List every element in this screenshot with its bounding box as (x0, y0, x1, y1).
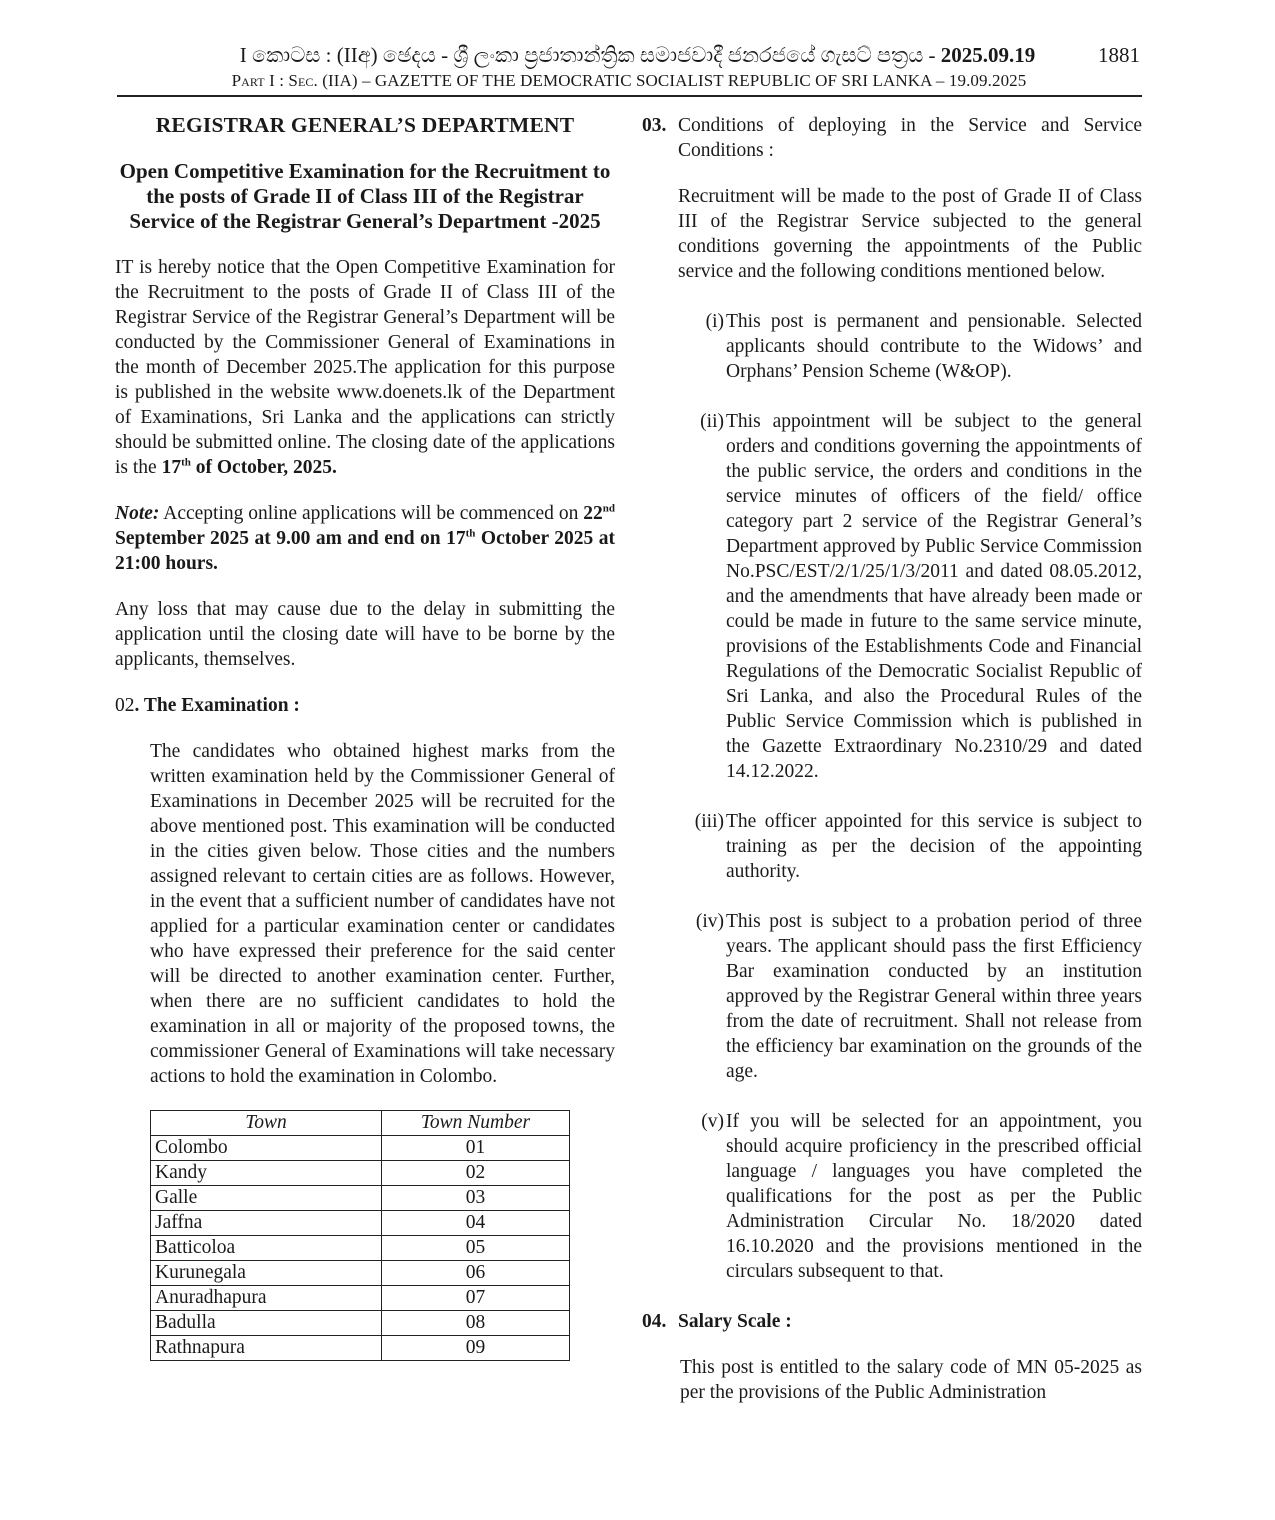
department-heading: REGISTRAR GENERAL’S DEPARTMENT (155, 113, 575, 137)
section-title: . The Examination : (134, 695, 300, 716)
table-row (151, 1136, 570, 1161)
town-number-cell: 04 (382, 1211, 570, 1236)
town-number-cell: 03 (382, 1186, 570, 1211)
part-label: Part (231, 71, 265, 90)
condition-numeral: (iii) (694, 811, 724, 832)
table-row (151, 1261, 570, 1286)
town-number-cell: 05 (382, 1236, 570, 1261)
section-number: 02 (115, 695, 135, 716)
town-table-body (151, 1136, 570, 1361)
town-number-cell: 02 (382, 1161, 570, 1186)
town-name-cell: Anuradhapura (151, 1286, 382, 1311)
note-label: Note: (115, 503, 160, 524)
exam-title: Open Competitive Examination for the Recruitment to the posts of Grade II of Class III of the Registrar Service of the Registrar General’s Department -2025 (119, 159, 611, 233)
condition-text: This post is subject to a probation period of three years. The applicant should pass the first Efficiency Bar examination conducted by an institution approved by the Registrar General within three years from the date of recruitment. Shall not release from the efficiency bar examination on the grounds of the age. (726, 911, 1142, 1082)
town-number-cell: 07 (382, 1286, 570, 1311)
condition-numeral: (ii) (700, 411, 724, 432)
section-04-heading (642, 1309, 1142, 1334)
town-name-cell: Galle (151, 1186, 382, 1211)
header-rule (117, 95, 1142, 97)
section-number: 04. (642, 1311, 667, 1332)
table-row (151, 1161, 570, 1186)
part-number: I : (269, 71, 285, 90)
loss-paragraph: Any loss that may cause due to the delay in submitting the application until the closing date will have to be borne by the applicants, themselves. (115, 599, 615, 670)
table-row (151, 1336, 570, 1361)
closing-day: 17 (161, 457, 182, 478)
town-number-cell: 08 (382, 1311, 570, 1336)
town-name-cell: Badulla (151, 1311, 382, 1336)
start-details: September 2025 at 9.00 am and end on 17 (115, 528, 466, 549)
closing-date (162, 457, 337, 478)
condition-text: The officer appointed for this service is subject to training as per the decision of the appointing authority. (726, 811, 1142, 882)
town-name-cell: Kurunegala (151, 1261, 382, 1286)
sinhala-header (0, 42, 1275, 68)
condition-item (642, 909, 1142, 1084)
page-number: 1881 (1098, 43, 1140, 67)
closing-month: of October, 2025. (190, 457, 337, 478)
town-number-cell: 01 (382, 1136, 570, 1161)
intro-paragraph (115, 255, 615, 480)
town-number-cell: 06 (382, 1261, 570, 1286)
end-details: October 2025 at 21:00 hours. (115, 528, 615, 574)
section-03-heading (642, 113, 1142, 163)
town-name-cell: Rathnapura (151, 1336, 382, 1361)
table-row (151, 1211, 570, 1236)
note-text: Accepting online applications will be commenced on (159, 503, 584, 524)
end-day-suffix: th (465, 527, 476, 540)
column-header-town: Town (151, 1111, 382, 1136)
condition-numeral: (iv) (695, 911, 724, 932)
english-header (0, 70, 1258, 92)
sec-label: Sec. (288, 71, 318, 90)
town-number-cell: 09 (382, 1336, 570, 1361)
sinhala-date: 2025.09.19 (940, 43, 1036, 67)
table-header-row (151, 1111, 570, 1136)
start-day: 22 (583, 503, 603, 524)
right-column (642, 113, 1142, 1405)
section-04-paragraph: This post is entitled to the salary code of MN 05-2025 as per the provisions of the Public Administration (680, 1357, 1142, 1403)
intro-text: IT is hereby notice that the Open Competitive Examination for the Recruitment to the posts of Grade II of Class III of the Registrar Service of the Registrar General’s Department will be conducted by the Commissioner General of Examinations in the month of December 2025.The application for this purpose is published in the website www.doenets.lk of the Department of Examinations, Sri Lanka and the applications can strictly should be submitted online. The closing date of the applications is the (115, 257, 615, 478)
town-table (150, 1110, 570, 1361)
examination-paragraph: The candidates who obtained highest marks from the written examination held by the Commissioner General of Examinations in December 2025 will be recruited for the above mentioned post. This examination will be conducted in the cities given below. Those cities and the numbers assigned relevant to certain cities are as follows. However, in the event that a sufficient number of candidates have not applied for a particular examination center or candidates who have expressed their preference for the said center will be directed to another examination center. Further, when there are no sufficient candidates to hold the examination in all or majority of the proposed towns, the commissioner General of Examinations will take necessary actions to hold the examination in Colombo. (150, 741, 615, 1087)
table-row (151, 1236, 570, 1261)
condition-item (642, 809, 1142, 884)
town-name-cell: Jaffna (151, 1211, 382, 1236)
table-row (151, 1286, 570, 1311)
note-paragraph (115, 501, 615, 576)
start-day-suffix: nd (602, 502, 615, 515)
closing-day-suffix: th (181, 456, 191, 469)
town-name-cell: Kandy (151, 1161, 382, 1186)
table-row (151, 1311, 570, 1336)
condition-numeral: (v) (701, 1111, 724, 1132)
condition-text: This appointment will be subject to the general orders and conditions governing the appointments of the public service, the orders and conditions in the service minutes of officers of the field/ office category part 2 service of the Registrar General’s Department approved by Public Service Commission No.PSC/EST/2/1/25/1/3/2011 and dated 08.05.2012, and the amendments that have already been made or could be made in future to the same service minute, provisions of the Establishments Code and Financial Regulations of the Democratic Socialist Republic of Sri Lanka, and also the Procedural Rules of the Public Service Commission which is published in the Gazette Extraordinary No.2310/29 and dated 14.12.2022. (726, 411, 1142, 782)
sinhala-title: I කොටස : (IIඅ) ඡෙදය - ශ්‍රී ලංකා ප්‍රජාතාන්ත්‍රික සමාජවාදී ජනරජයේ ගැසට් පත්‍රය - (239, 43, 941, 67)
condition-item (642, 309, 1142, 384)
table-row (151, 1186, 570, 1211)
section-number: 03. (642, 115, 667, 136)
condition-item (642, 409, 1142, 784)
section-03-paragraph: Recruitment will be made to the post of Grade II of Class III of the Registrar Service subjected to the general conditions governing the appointments of the Public service and the following conditions mentioned below. (678, 186, 1142, 282)
left-column (115, 113, 615, 1361)
town-name-cell: Batticoloa (151, 1236, 382, 1261)
section-title: Salary Scale : (678, 1311, 792, 1332)
gazette-title: (IIA) – GAZETTE OF THE DEMOCRATIC SOCIALIST REPUBLIC OF SRI LANKA – 19.09.2025 (322, 71, 1027, 90)
examination-heading (115, 693, 615, 718)
condition-item (642, 1109, 1142, 1284)
condition-numeral: (i) (705, 311, 724, 332)
condition-text: This post is permanent and pensionable. Selected applicants should contribute to the Widows’ and Orphans’ Pension Scheme (W&OP). (726, 311, 1142, 382)
section-title: Conditions of deploying in the Service and Service Conditions : (678, 115, 1142, 161)
condition-list (642, 309, 1142, 1284)
column-header-town-number: Town Number (382, 1111, 570, 1136)
town-name-cell: Colombo (151, 1136, 382, 1161)
condition-text: If you will be selected for an appointment, you should acquire proficiency in the prescribed official language / languages you have completed the qualifications for the post as per the Public Administration Circular No. 18/2020 dated 16.10.2020 and the provisions mentioned in the circulars subsequent to that. (726, 1111, 1142, 1282)
